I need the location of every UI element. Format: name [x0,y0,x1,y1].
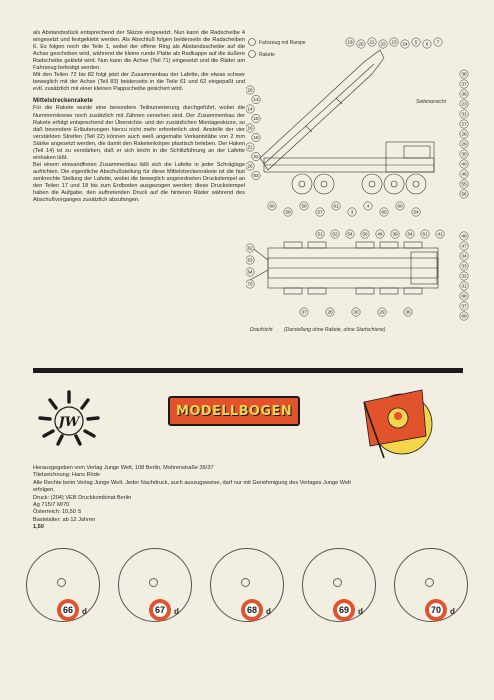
part-number-label: 22 [253,154,259,160]
imprint [33,465,473,532]
top-view-note: (Darstellung ohne Rakete, ohne Startschiene) [284,327,386,333]
top-view-label: Draufsicht [250,327,273,333]
part-number: 69 [338,605,349,615]
imprint-price: 1,50 [33,524,44,531]
part-number-label: 29 [379,309,385,315]
part-number-label: 53 [253,173,259,179]
paragraph-lafette: Mit den Teilen 72 bis 82 folgt jetzt der Zusammenbau der Lafette, die etwas schwer beweglich mit der Achse (Teil 83) beiderseits in die Teile 61 und 62 eingepaßt und evtl. zusätzlich mit einer kleinen Pappscheibe gesichert wird. [33,72,245,93]
paragraph-rocket: Für die Rakete wurde eine besondere Teilnumerierung durchgeführt, wobei die Nummernkreise noch zusätzlich mit Zähnen versehen sind. Der Zusammenbau der Rakete erfolgt entsprechend der Übersichts- und der zusätzlichen Montageskizze, so daß besondere Erläuterungen hierzu nicht mehr erforderlich sind. Anstelle der vier verstärkten Streifen (Teil 22) können auch weiß angemalte Verkantstäbe von 2 mm Stärke angesetzt werden, die damit den Raketenkörper plastisch beleben. Der Haken (Teil 14) ist zu verstärken, daß er sich leicht in die Schlitzführung an der Lafette einhaken läßt. [33,105,245,161]
part-suffix: d [358,607,363,616]
part-number-label: 4 [366,203,370,209]
part-number-label: 29 [461,141,467,147]
part-badge [149,599,171,621]
part-number-label: 24 [402,41,408,47]
paragraph-launch: Bei einem einwandfreien Zusammenbau läßt sich die Lafette in jeder Schräglage aufrichten. Die eigentliche Abschußstellung für diese Mittelstreckenrakete ist die fast senkrechte Stellung der Lafette, wobei die beweglich angeordneten Druckstempel an den Teilen 17 und 18 bis zum Erdboden ausgezogen werden; diese Druckstempel haben die Aufgabe, den auftretenden Druck auf die hinteren Räder während des Abschußvorganges zusätzlich abzufangen. [33,161,245,204]
part-number-label: 31 [461,283,467,289]
part-number-label: 7 [436,39,440,45]
part-number-label: 48 [461,233,467,239]
part-number-label: 16 [247,125,253,131]
part-number-label: 52 [332,231,338,237]
part-number-label: 60 [269,203,275,209]
part-number-label: 30 [461,151,467,157]
legend-ramp: Fahrzeug mit Rampe [259,40,306,46]
part-number-label: 37 [301,309,307,315]
imprint-rights: Alle Rechte beim Verlag Junge Welt. Jeder Nachdruck, auch auszugsweise, darf nur mit Genehmigung des Verlages Junge Welt [33,479,351,486]
part-number-label: 20 [358,41,364,47]
part-number-label: 36 [405,309,411,315]
part-number-label: 28 [461,131,467,137]
wheel-part [118,548,192,622]
part-number: 70 [430,605,441,615]
part-number-label: 26 [247,163,253,169]
part-number-label: 23 [461,101,467,107]
part-number-label: 22 [380,41,386,47]
part-number-label: 60 [397,203,403,209]
part-number-label: 39 [392,231,398,237]
part-number-label: 21 [247,144,253,150]
part-number-label: 57 [317,209,323,215]
part-number-label: 36 [461,91,467,97]
part-number-label: 70 [247,281,253,287]
part-number-label: 21 [369,39,375,45]
part-number-label: 63 [247,257,253,263]
part-number-label: 56 [362,231,368,237]
part-number: 66 [62,605,73,615]
part-number-label: 19 [347,39,353,45]
part-badge [425,599,447,621]
wheel-part [394,548,468,622]
side-view-label: Seitenansicht [416,99,447,105]
part-number-label: 28 [327,309,333,315]
part-number-label: 38 [461,71,467,77]
part-number-label: 59 [285,209,291,215]
part-suffix: d [82,607,87,616]
imprint-printer: Druck: (204) VEB Druckkombinat Berlin [33,494,132,501]
wheel-hub [425,578,434,587]
wheel-part [302,548,376,622]
part-number: 67 [154,605,165,615]
part-number-label: 28 [247,87,253,93]
part-number-label: 64 [407,231,413,237]
part-number-label: 56 [461,191,467,197]
wheel-hub [333,578,342,587]
imprint-age: Bastelalter: ab 12 Jahren [33,516,96,523]
part-number-label: 34 [461,253,467,259]
part-number-label: 31 [461,111,467,117]
part-number-label: 40 [461,161,467,167]
part-number-label: 5 [414,39,418,45]
part-number-label: 27 [461,121,467,127]
modellbogen-wordmark: MODELLBOGEN [175,403,293,419]
part-number-label: 37 [461,303,467,309]
imprint-illustration: Titelzeichnung: Hans Röde [33,472,100,479]
part-number-label: 64 [247,269,253,275]
wheel-hub [57,578,66,587]
modellbogen-logo [168,396,300,426]
part-number: 68 [246,605,257,615]
sun-logo [36,388,102,450]
part-number-label: 58 [301,203,307,209]
part-number-label: 3 [350,209,354,215]
part-number-label: 30 [353,309,359,315]
part-number-label: 51 [317,231,323,237]
part-suffix: d [450,607,455,616]
part-number-label: 13 [253,97,259,103]
legend-rocket: Rakete [259,52,275,58]
part-number-label: 65 [381,209,387,215]
instructions-text [33,30,245,204]
part-number-label: 54 [347,231,353,237]
assembly-diagram [246,30,474,335]
section-heading: Mittelstreckenrakete [33,97,93,105]
pioneer-flag-icon [360,384,440,460]
wheel-hub [241,578,250,587]
part-number-label: 54 [413,209,419,215]
paragraph-wheels: als Abstandsstück entsprechend der Skizze eingesetzt. Nun kann die Radscheibe 4 eingesetzt und festgeklebt werden. Als Abschluß folgen beiderseits die Radscheiben 6. Es folgen noch die Teile 1, wobei der offene Ring als Abstandsscheibe auf die Achse geschoben wird, während die kleine runde Platte als Radkappe auf die äußere Radscheibe geklebt wird. Nun kann die Achse (Teil 71) eingesetzt und die Räder am Fahrzeug befestigt werden. [33,30,245,72]
imprint-rights-cont: erfolgen. [33,487,55,494]
part-suffix: d [266,607,271,616]
imprint-austria-price: Österreich: 10,50 S [33,509,82,516]
part-badge [333,599,355,621]
part-number-label: 41 [437,231,443,237]
wheel-parts [26,548,471,643]
divider-rule [33,368,463,373]
part-number-label: 15 [253,116,259,122]
part-number-label: 32 [461,273,467,279]
part-number-label: 46 [377,231,383,237]
part-number-label: 6 [425,41,429,47]
part-number-label: 47 [461,243,467,249]
part-suffix: d [174,607,179,616]
wheel-hub [149,578,158,587]
part-number-label: 23 [391,39,397,45]
part-number-label: 55 [461,181,467,187]
wheel-part [210,548,284,622]
wheel-part [26,548,100,622]
part-number-label: 61 [422,231,428,237]
imprint-code: Ag 715/7 M/70 [33,502,70,509]
part-number-label: 33 [461,263,467,269]
part-number-label: 18 [253,135,259,141]
imprint-publisher: Herausgegeben vom Verlag Junge Welt, 108 Berlin, Mohrenstraße 36/37 [33,465,214,471]
part-number-label: 61 [333,203,339,209]
part-badge [241,599,263,621]
part-badge [57,599,79,621]
part-number-label: 62 [247,245,253,251]
part-number-label: 37 [461,81,467,87]
part-number-label: 14 [247,106,253,112]
sun-logo-letters: JW [58,415,80,430]
part-number-label: 46 [461,171,467,177]
part-number-label: 69 [461,313,467,319]
part-number-label: 68 [461,293,467,299]
